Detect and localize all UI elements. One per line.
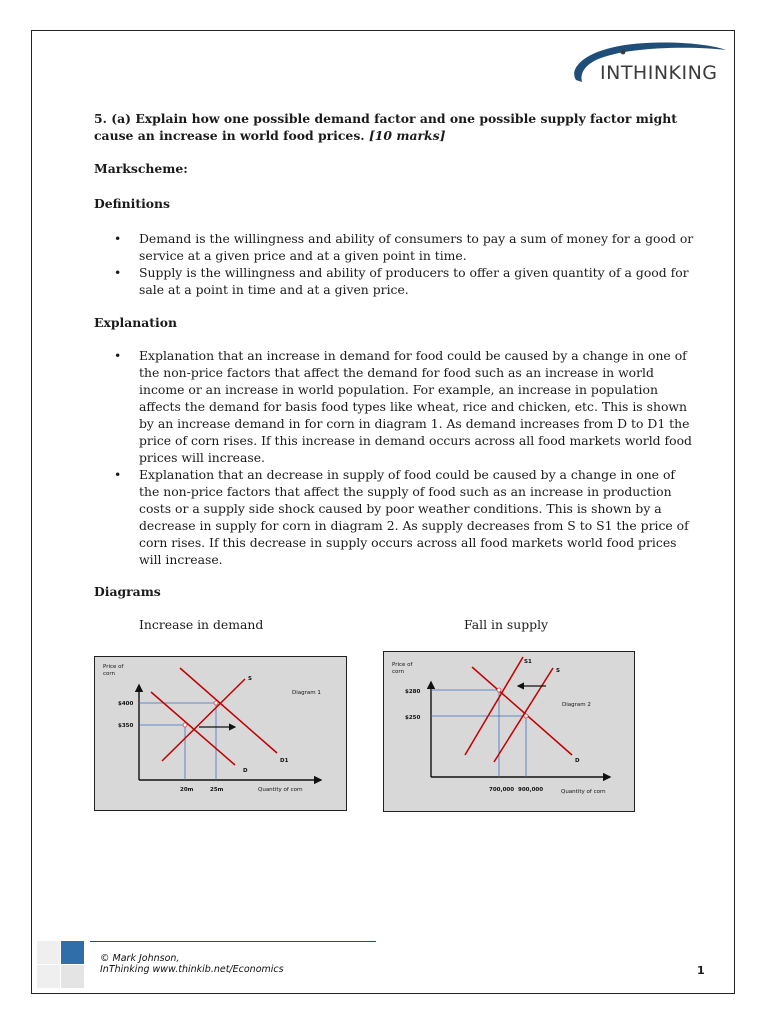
- y-axis-label-2: corn: [392, 669, 405, 675]
- label-d1: D1: [280, 758, 289, 764]
- x-tick-900000: 900,000: [518, 787, 544, 793]
- diagram-title: Diagram 2: [562, 702, 591, 708]
- label-s: S: [556, 668, 560, 674]
- x-tick-700000: 700,000: [489, 787, 515, 793]
- y-axis-label-2: corn: [103, 671, 116, 677]
- label-d: D: [575, 758, 580, 764]
- footer-site: InThinking www.thinkib.net/Economics: [100, 964, 284, 975]
- footer-author: © Mark Johnson,: [100, 953, 180, 964]
- x-tick-25m: 25m: [210, 787, 224, 793]
- supply-curve-s: [494, 668, 553, 762]
- diagram-2-chart: [383, 651, 635, 812]
- supply-curve-s: [162, 679, 245, 761]
- label-d: D: [243, 768, 248, 774]
- equilibrium-point-2: [214, 701, 218, 705]
- question-marks: [10 marks]: [368, 128, 446, 143]
- list-item: • Explanation that an increase in demand for food could be caused by a change in one of the non-price factors that affect the demand for food such as an increase in world income or an increase in world population. For example, an increase in population affects the demand for basis food types like wheat, rice and chicken, etc. This is shown by an increase demand in for corn in diagram 1. As demand increases from D to D1 the price of corn rises. If this increase in demand occurs across all food markets world food prices will increase.: [114, 348, 692, 465]
- diagrams-heading: Diagrams: [94, 584, 161, 599]
- y-axis-label: Price of: [103, 664, 124, 670]
- x-axis-label: Quantity of corn: [258, 787, 303, 793]
- demand-curve-d: [472, 667, 572, 755]
- y-tick-400: $400: [118, 701, 134, 707]
- x-axis-label: Quantity of corn: [561, 789, 606, 795]
- footer-rule: [90, 941, 376, 942]
- equilibrium-point-1: [183, 723, 187, 727]
- demand-curve-d1: [180, 668, 277, 753]
- y-axis-label: Price of: [392, 662, 413, 668]
- caption-increase-in-demand: Increase in demand: [139, 617, 264, 632]
- question: [94, 110, 694, 144]
- label-s1: S1: [524, 659, 532, 665]
- definitions-list: [94, 230, 694, 298]
- markscheme-heading: Markscheme:: [94, 161, 188, 176]
- explanation-list: [94, 347, 694, 568]
- label-s: S: [248, 676, 252, 682]
- equilibrium-point-2: [524, 714, 528, 718]
- equilibrium-point-1: [497, 688, 501, 692]
- supply-curve-s1: [465, 657, 523, 755]
- x-tick-20m: 20m: [180, 787, 194, 793]
- y-tick-350: $350: [118, 723, 134, 729]
- definitions-heading: Definitions: [94, 196, 171, 211]
- page-number: 1: [697, 964, 705, 977]
- caption-fall-in-supply: Fall in supply: [464, 617, 549, 632]
- list-item: • Demand is the willingness and ability of consumers to pay a sum of money for a good or service at a given price and at a given point in time.: [114, 231, 694, 263]
- question-text: 5. (a) Explain how one possible demand factor and one possible supply factor might cause an increase in world food prices.: [94, 111, 677, 143]
- list-item: • Explanation that an decrease in supply of food could be caused by a change in one of the non-price factors that affect the supply of food such as an increase in production costs or a supply side shock caused by poor weather conditions. This is shown by a decrease in supply for corn in diagram 2. As supply decreases from S to S1 the price of corn rises. If this decrease in supply occurs across all food markets world food prices will increase.: [114, 467, 689, 567]
- y-tick-280: $280: [405, 689, 421, 695]
- y-tick-250: $250: [405, 715, 421, 721]
- diagram-1-chart: [94, 656, 347, 811]
- logo-text: INTHINKING: [600, 62, 718, 84]
- list-item: • Supply is the willingness and ability of producers to offer a given quantity of a good for sale at a point in time and at a given price.: [114, 265, 689, 297]
- diagram-title: Diagram 1: [292, 690, 321, 696]
- footer-text: [100, 953, 284, 975]
- explanation-heading: Explanation: [94, 315, 177, 330]
